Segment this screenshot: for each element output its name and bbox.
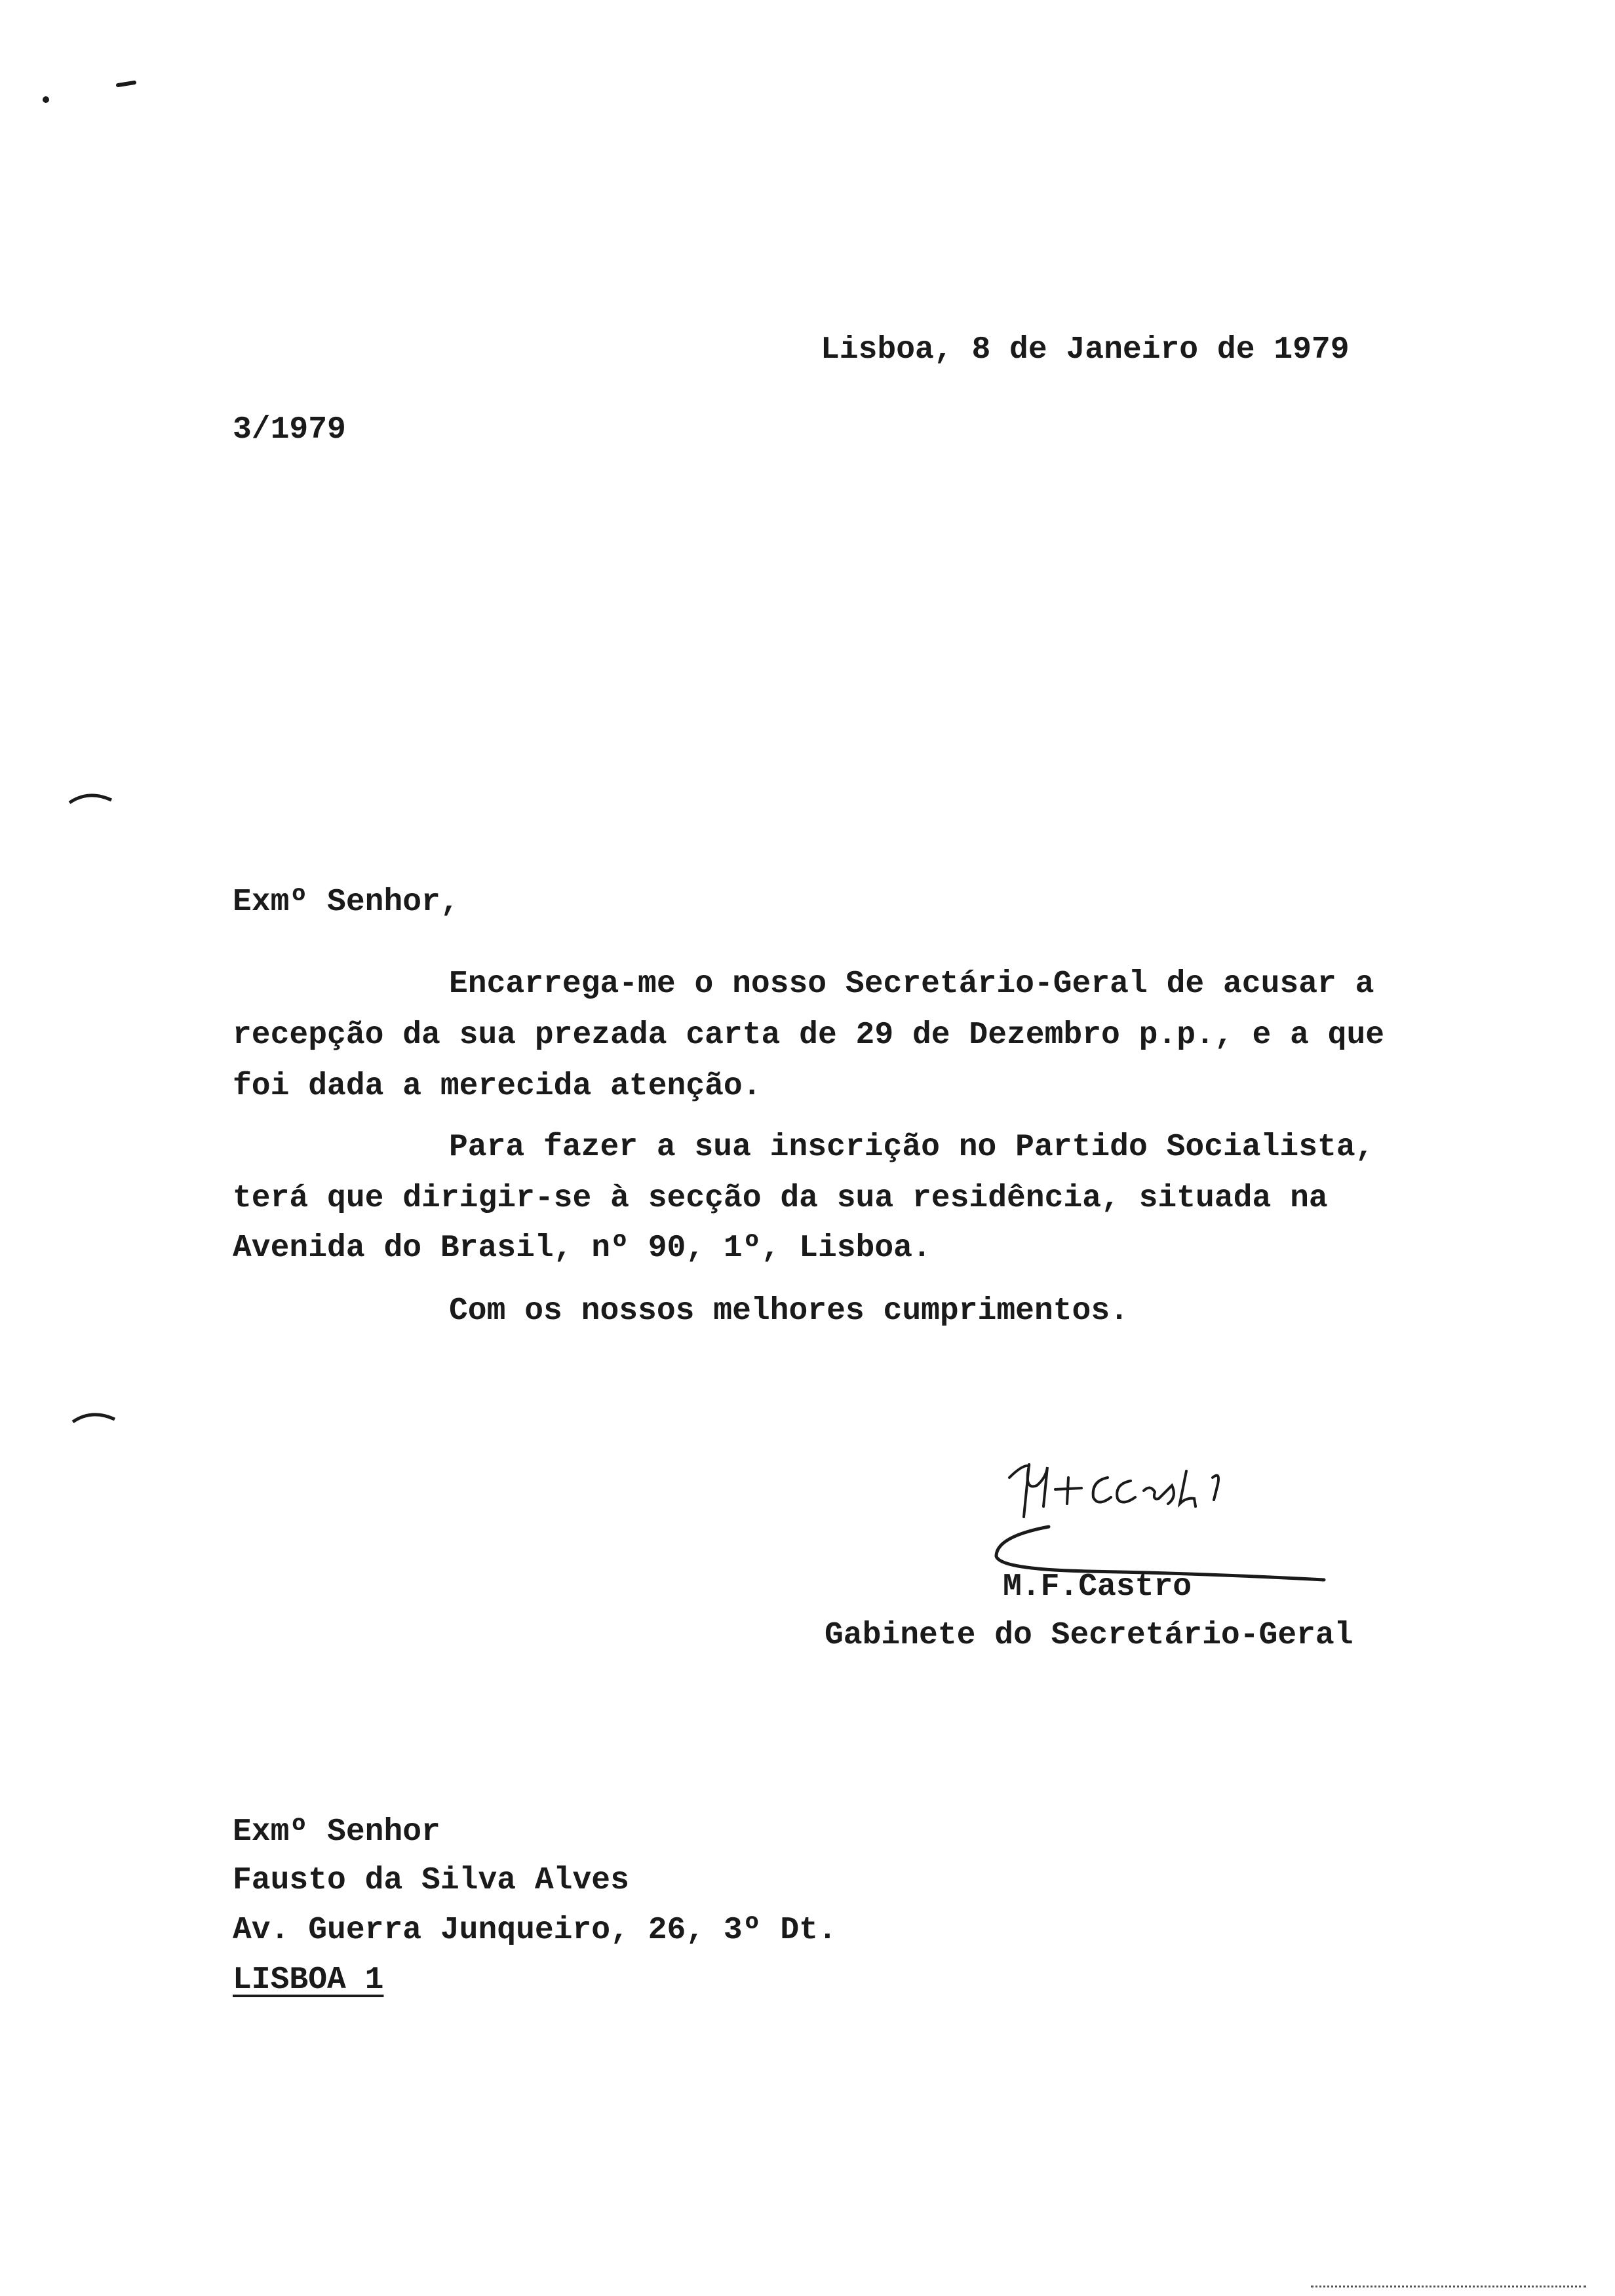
date-line: Lisboa, 8 de Janeiro de 1979	[821, 332, 1350, 368]
addressee-title: Exmº Senhor	[233, 1814, 440, 1850]
paragraph1-line1: Encarrega-me o nosso Secretário-Geral de acusar a	[449, 966, 1374, 1002]
signatory-name: M.F.Castro	[1003, 1569, 1192, 1605]
reference-number: 3/1979	[233, 412, 346, 448]
paragraph2-line3: Avenida do Brasil, nº 90, 1º, Lisboa.	[233, 1231, 931, 1266]
paragraph1-line2: recepção da sua prezada carta de 29 de Dezembro p.p., e a que	[233, 1018, 1385, 1053]
paragraph2-line2: terá que dirigir-se à secção da sua residência, situada na	[233, 1181, 1328, 1216]
closing-line: Com os nossos melhores cumprimentos.	[449, 1293, 1129, 1329]
addressee-street: Av. Guerra Junqueiro, 26, 3º Dt.	[233, 1913, 837, 1948]
punch-hole-mark-upper	[66, 783, 118, 809]
punch-hole-mark-lower	[69, 1402, 121, 1428]
addressee-city: LISBOA 1	[233, 1962, 384, 1998]
scan-mark-top	[33, 66, 151, 118]
paragraph1-line3: foi dada a merecida atenção.	[233, 1069, 762, 1104]
bottom-edge-rule	[1311, 2286, 1586, 2290]
addressee-name: Fausto da Silva Alves	[233, 1863, 629, 1898]
salutation: Exmº Senhor,	[233, 885, 459, 920]
paragraph2-line1: Para fazer a sua inscrição no Partido Socialista,	[449, 1130, 1374, 1165]
signatory-office: Gabinete do Secretário-Geral	[825, 1618, 1353, 1653]
